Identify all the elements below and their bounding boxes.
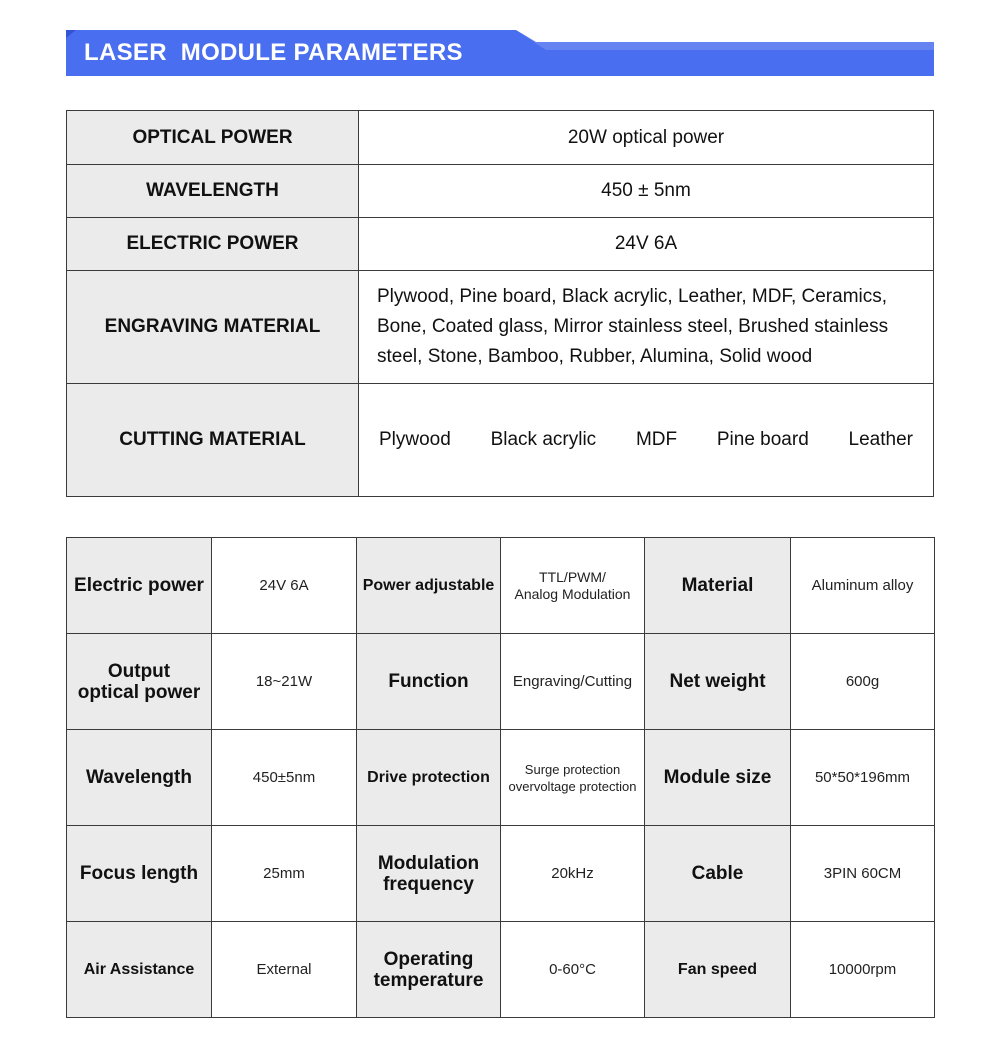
row-label-engraving-material: ENGRAVING MATERIAL: [67, 271, 359, 384]
list-item: Leather: [848, 429, 913, 450]
spec-value-drive-protection: [501, 730, 645, 826]
list-item: Plywood: [379, 429, 451, 450]
spec-label-focus-length: Focus length: [67, 826, 212, 922]
spec-value-air-assistance: External: [212, 922, 357, 1018]
section-header-banner: [66, 30, 934, 76]
row-label-cutting-material: CUTTING MATERIAL: [67, 384, 359, 497]
value-line: Surge protection: [524, 761, 621, 777]
value-line: TTL/PWM/: [539, 568, 606, 585]
spec-value-electric-power: 24V 6A: [212, 538, 357, 634]
spec-value-material: Aluminum alloy: [791, 538, 935, 634]
list-item: MDF: [635, 429, 678, 450]
row-value-electric-power: 24V 6A: [359, 218, 934, 271]
spec-value-operating-temperature: 0-60°C: [501, 922, 645, 1018]
row-value-engraving-material: Plywood, Pine board, Black acrylic, Leather, MDF, Ceramics, Bone, Coated glass, Mirror stainless steel, Brushed stainless steel, Stone, Bamboo, Rubber, Alumina, Solid wood: [359, 271, 934, 384]
laser-parameters-table: [66, 110, 934, 497]
spec-value-fan-speed: 10000rpm: [791, 922, 935, 1018]
spec-label-drive-protection: Drive protection: [357, 730, 501, 826]
spec-value-module-size: 50*50*196mm: [791, 730, 935, 826]
table-row: [67, 218, 934, 271]
table-row: [67, 730, 935, 826]
spec-label-output-optical-power: [67, 634, 212, 730]
label-line: optical power: [77, 681, 201, 703]
spec-label-material: Material: [645, 538, 791, 634]
spec-value-modulation-frequency: 20kHz: [501, 826, 645, 922]
spec-value-cable: 3PIN 60CM: [791, 826, 935, 922]
table-row: [67, 271, 934, 384]
value-line: Analog Modulation: [514, 585, 631, 602]
spec-label-air-assistance: Air Assistance: [67, 922, 212, 1018]
row-value-wavelength: 450 ± 5nm: [359, 165, 934, 218]
spec-label-wavelength: Wavelength: [67, 730, 212, 826]
spec-label-operating-temperature: [357, 922, 501, 1018]
spec-label-electric-power: Electric power: [67, 538, 212, 634]
spec-label-cable: Cable: [645, 826, 791, 922]
row-label-electric-power: ELECTRIC POWER: [67, 218, 359, 271]
list-item: Black acrylic: [490, 429, 597, 450]
value-line: overvoltage protection: [508, 778, 637, 794]
table-row: [67, 634, 935, 730]
table-row: [67, 111, 934, 165]
table-row: [67, 826, 935, 922]
row-value-optical-power: 20W optical power: [359, 111, 934, 165]
spec-value-power-adjustable: [501, 538, 645, 634]
spec-label-net-weight: Net weight: [645, 634, 791, 730]
spec-value-focus-length: 25mm: [212, 826, 357, 922]
spec-label-modulation-frequency: [357, 826, 501, 922]
row-label-wavelength: WAVELENGTH: [67, 165, 359, 218]
spec-value-function: Engraving/Cutting: [501, 634, 645, 730]
table-row: [67, 538, 935, 634]
spec-label-power-adjustable: Power adjustable: [357, 538, 501, 634]
table-row: [67, 922, 935, 1018]
spec-label-function: Function: [357, 634, 501, 730]
table-row: [67, 384, 934, 497]
row-label-optical-power: OPTICAL POWER: [67, 111, 359, 165]
label-line: Operating: [383, 948, 474, 970]
page-title: LASER MODULE PARAMETERS: [84, 39, 463, 66]
spec-label-module-size: Module size: [645, 730, 791, 826]
row-value-cutting-material: [359, 384, 934, 497]
specification-table: [66, 537, 935, 1018]
label-line: Output: [107, 660, 171, 682]
spec-value-output-optical-power: 18~21W: [212, 634, 357, 730]
cutting-material-list: [359, 429, 933, 451]
table-row: [67, 165, 934, 218]
label-line: temperature: [373, 969, 484, 991]
label-line: frequency: [383, 873, 474, 895]
list-item: Pine board: [716, 429, 809, 450]
spec-value-wavelength: 450±5nm: [212, 730, 357, 826]
spec-label-fan-speed: Fan speed: [645, 922, 791, 1018]
label-line: Modulation: [377, 852, 480, 874]
spec-value-net-weight: 600g: [791, 634, 935, 730]
